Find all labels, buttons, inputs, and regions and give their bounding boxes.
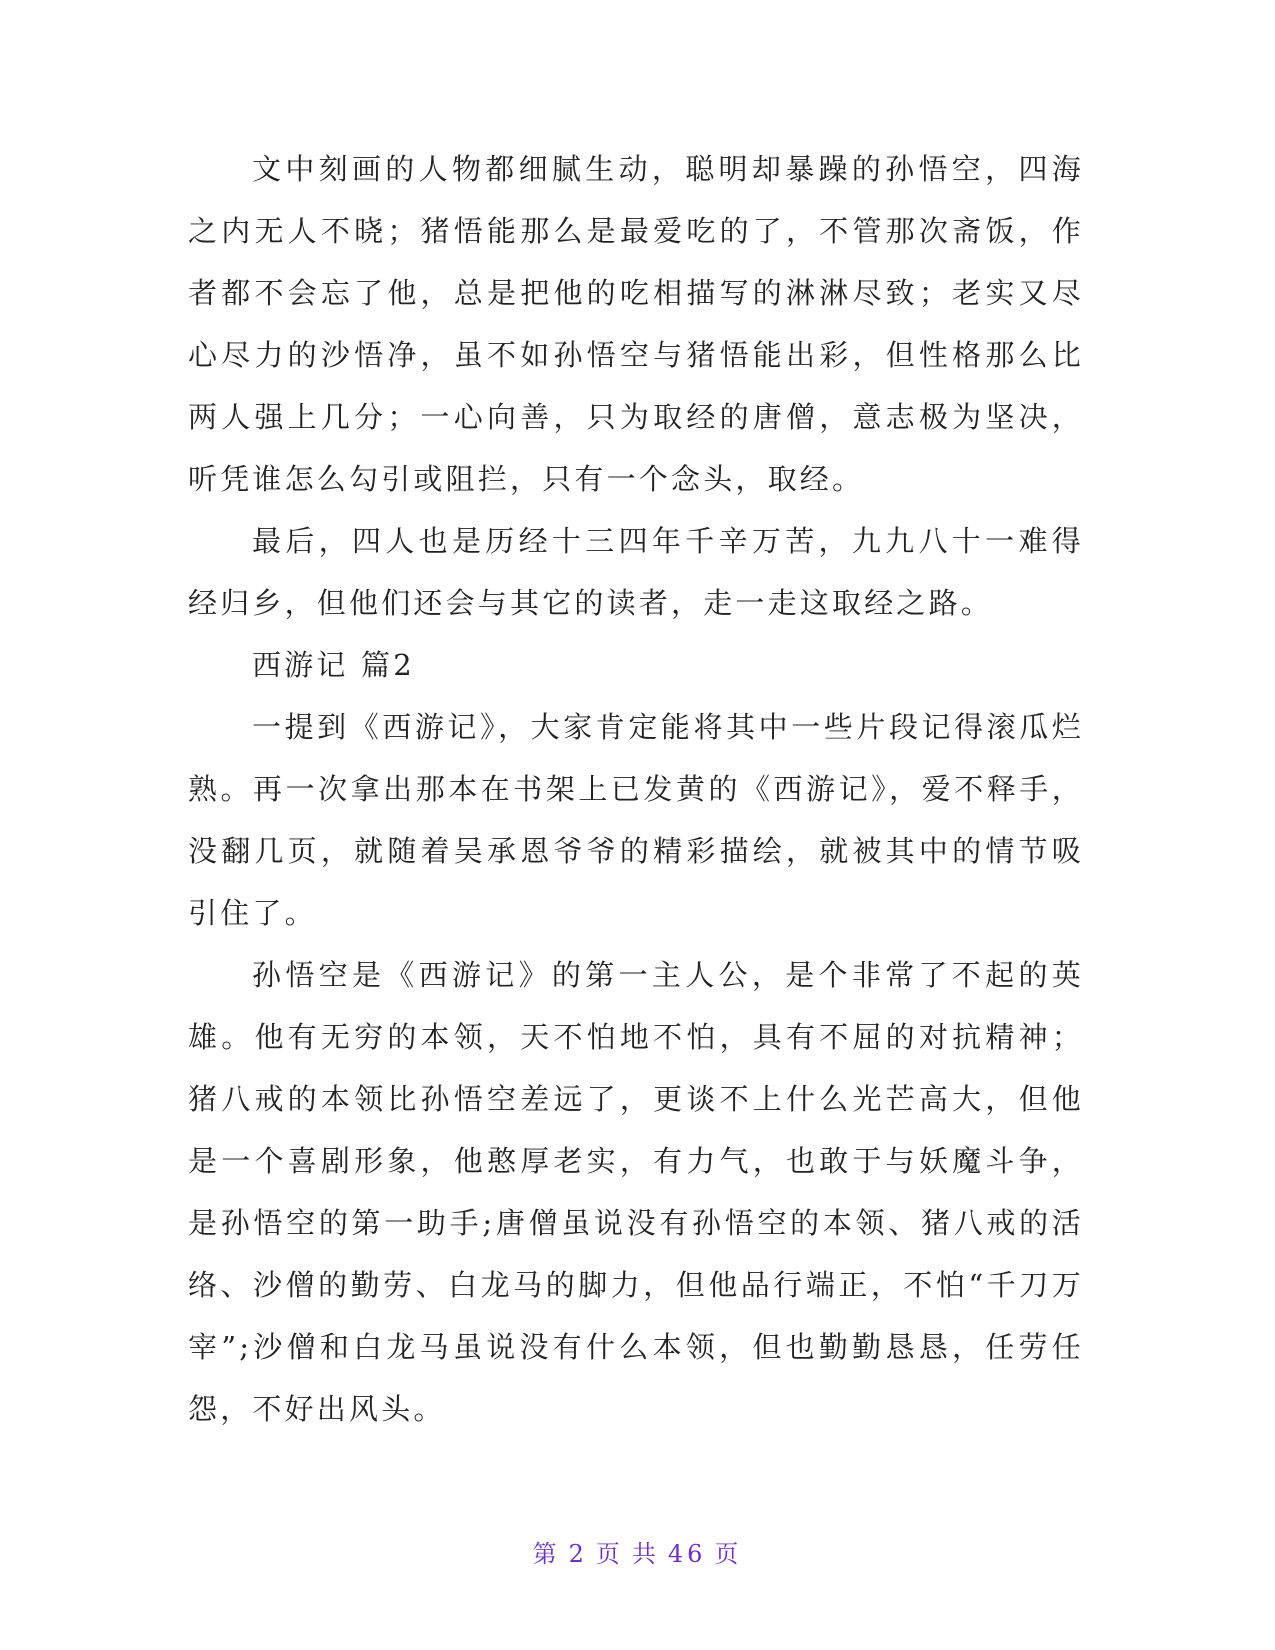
paragraph-2: 最后，四人也是历经十三四年千辛万苦，九九八十一难得经归乡，但他们还会与其它的读者，走一走这取经之路。 [188, 524, 1084, 620]
footer-total-pages: 46 [667, 1540, 707, 1568]
paragraph-1: 文中刻画的人物都细腻生动，聪明却暴躁的孙悟空，四海之内无人不晓；猪悟能那么是最爱吃的了，不管那次斋饭，作者都不会忘了他，总是把他的吃相描写的淋淋尽致；老实又尽心尽力的沙悟净，虽不如孙悟空与猪悟能出彩，但性格那么比两人强上几分；一心向善，只为取经的唐僧，意志极为坚决，听凭谁怎么勾引或阻拦，只有一个念头，取经。 [188, 152, 1084, 496]
paragraph-4: 孙悟空是《西游记》的第一主人公，是个非常了不起的英雄。他有无穷的本领，天不怕地不怕，具有不屈的对抗精神；猪八戒的本领比孙悟空差远了，更谈不上什么光芒高大，但他是一个喜剧形象，他憨厚老实，有力气，也敢于与妖魔斗争，是孙悟空的第一助手;唐僧虽说没有孙悟空的本领、猪八戒的活络、沙僧的勤劳、白龙马的脚力，但他品行端正，不怕“千刀万宰”;沙僧和白龙马虽说没有什么本领，但也勤勤恳恳，任劳任怨，不好出风头。 [188, 958, 1084, 1426]
page-footer [0, 1534, 1275, 1569]
section-heading: 西游记 篇2 [252, 648, 415, 682]
document-body [188, 138, 1084, 1440]
footer-current-page: 2 [568, 1540, 588, 1568]
paragraph-3: 一提到《西游记》，大家肯定能将其中一些片段记得滚瓜烂熟。再一次拿出那本在书架上已发黄的《西游记》，爱不释手，没翻几页，就随着吴承恩爷爷的精彩描绘，就被其中的情节吸引住了。 [188, 710, 1084, 930]
footer-prefix: 第 [532, 1540, 561, 1568]
footer-total-word: 共 [631, 1540, 660, 1568]
footer-page-word: 页 [595, 1540, 624, 1568]
footer-suffix: 页 [714, 1540, 743, 1568]
